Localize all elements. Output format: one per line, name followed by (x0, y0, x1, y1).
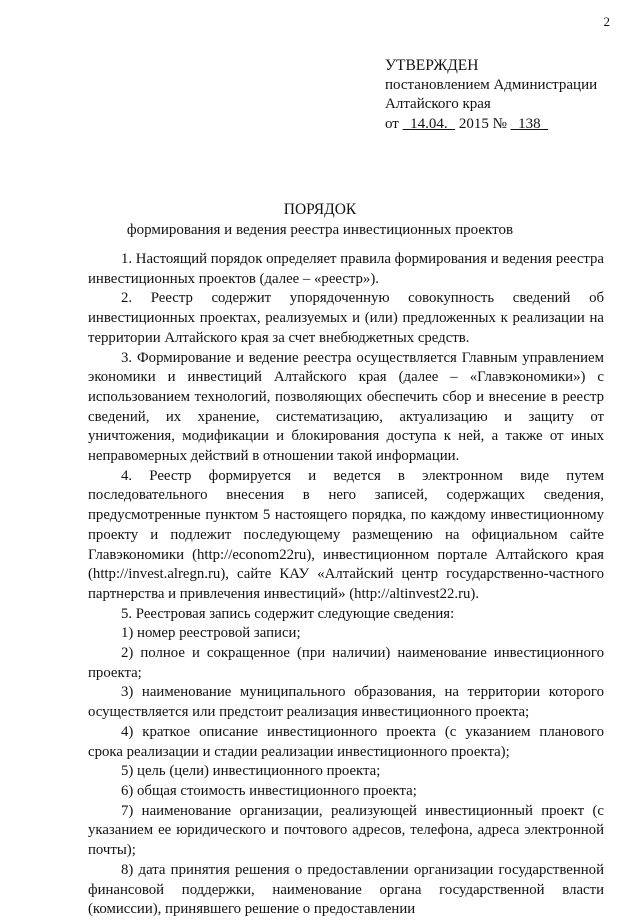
approval-stamp (385, 56, 597, 134)
approval-date-line (385, 115, 597, 135)
paragraph: 5. Реестровая запись содержит следующие сведения: (121, 605, 455, 622)
list-item: 7) наименование организации, реализующей инвестиционный проект (с указанием ее юридического и почтового адресов, телефона, адреса электронной почты); (88, 802, 604, 859)
list-item: 4) краткое описание инвестиционного проекта (с указанием планового срока реализации и стадии реализации инвестиционного проекта); (88, 723, 604, 760)
list-item: 3) наименование муниципального образования, на территории которого осуществляется или предстоит реализация инвестиционного проекта; (88, 684, 604, 721)
document-title (0, 200, 640, 240)
list-item: 6) общая стоимость инвестиционного проекта; (121, 782, 417, 799)
list-item: 5) цель (цели) инвестиционного проекта; (121, 763, 381, 780)
paragraph: 3. Формирование и ведение реестра осуществляется Главным управлением экономики и инвестиций Алтайского края (далее – «Главэкономики») с использованием технологий, позволяющих обеспечить сбор и внесение в реестр сведений, их хранение, систематизацию, актуализацию и защиту от уничтожения, модификации и блокирования доступа к ней, а также от иных неправомерных действий в отношении такой информации. (88, 349, 604, 465)
list-item: 8) дата принятия решения о предоставлении организации государственной финансовой поддержки, наименование органа государственной власти (комиссии), принявшего решение о предоставлении (88, 861, 604, 918)
approval-from-prefix: от (385, 115, 399, 132)
paragraph: 4. Реестр формируется и ведется в электронном виде путем последовательного внесения в него записей, содержащих сведения, предусмотренные пунктом 5 настоящего порядка, по каждому инвестиционному проекту и подлежит последующему размещению на официальном сайте Главэкономики (http://econom22ru), инвестиционном портале Алтайского края (http://invest.alregn.ru), сайте КАУ «Алтайский центр государственно-частного партнерства и привлечения инвестиций» (http://altinvest22.ru). (88, 467, 604, 602)
paragraph: 1. Настоящий порядок определяет правила формирования и ведения реестра инвестиционных проектов (далее – «реестр»). (88, 251, 604, 287)
approval-date: 14.04. (410, 115, 448, 132)
title-main: ПОРЯДОК (283, 201, 357, 218)
approval-number: 138 (518, 115, 541, 132)
list-item: 2) полное и сокращенное (при наличии) наименование инвестиционного проекта; (88, 645, 604, 681)
approval-number-sign: № (492, 115, 507, 132)
document-body (88, 250, 604, 920)
list-item: 1) номер реестровой записи; (121, 625, 301, 642)
title-subtitle: формирования и ведения реестра инвестиционных проектов (126, 222, 514, 238)
approval-heading: УТВЕРЖДЕН (385, 57, 479, 74)
paragraph: 2. Реестр содержит упорядоченную совокупность сведений об инвестиционных проектах, реализуемых и (или) предложенных к реализации на территории Алтайского края за счет внебюджетных средств. (88, 290, 604, 346)
page-number: 2 (603, 14, 610, 29)
approval-year: 2015 (458, 115, 489, 132)
approval-line-2: Алтайского края (385, 96, 491, 112)
approval-line-1: постановлением Администрации (385, 76, 598, 93)
